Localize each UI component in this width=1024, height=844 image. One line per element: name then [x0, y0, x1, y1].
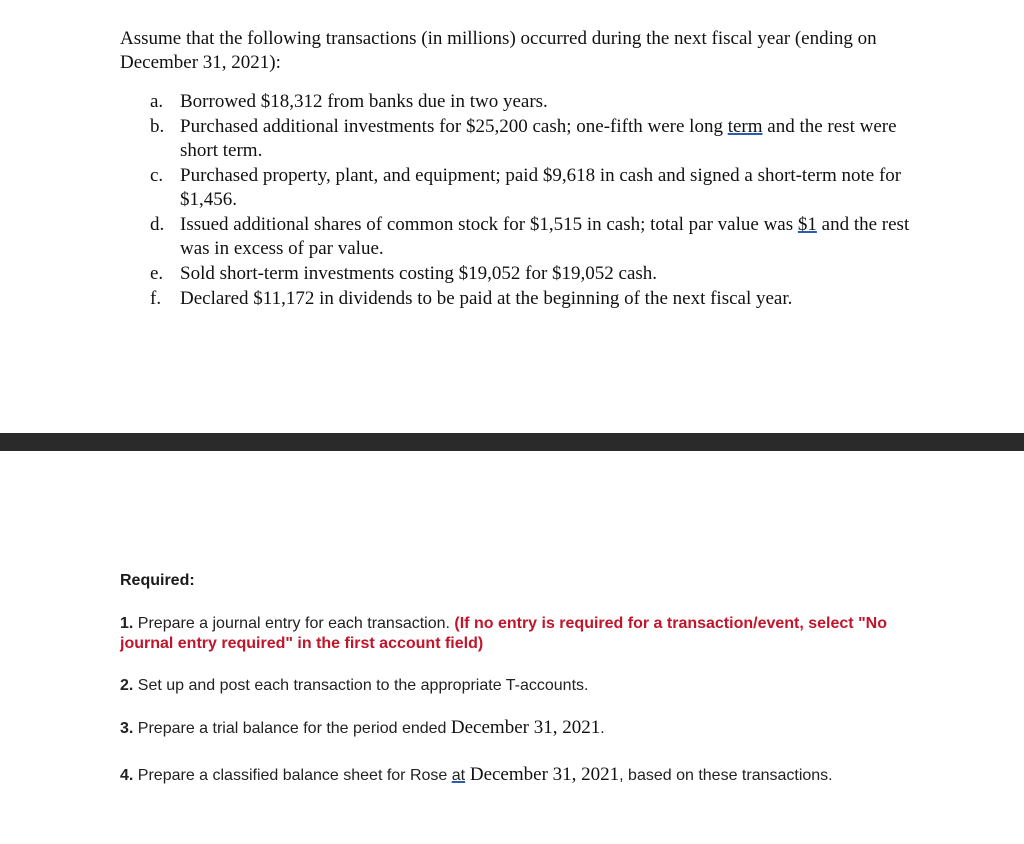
transaction-marker: f. [150, 288, 162, 309]
transaction-marker: a. [150, 91, 164, 112]
requirement-text: Prepare a journal entry for each transaction. [133, 615, 455, 632]
transaction-marker: c. [150, 165, 164, 186]
transaction-text: Declared $11,172 in dividends to be paid at the beginning of the next fiscal year. [180, 288, 793, 309]
requirement-number: 1. [120, 615, 134, 632]
transaction-text-cont: and the rest were short term. [180, 116, 897, 161]
requirement-4 [120, 765, 910, 786]
transaction-b [145, 115, 925, 163]
requirement-end: . [600, 720, 605, 737]
page-divider [0, 433, 1024, 451]
underlined-word: term [727, 116, 763, 137]
transaction-list [145, 90, 925, 312]
transaction-marker: e. [150, 263, 164, 284]
underlined-word: $1 [797, 214, 817, 235]
transaction-e [145, 262, 925, 286]
requirement-number: 3. [120, 720, 134, 737]
underlined-word: at [451, 767, 466, 784]
requirement-number: 4. [120, 767, 134, 784]
requirement-3 [120, 718, 910, 739]
transaction-marker: d. [150, 214, 165, 235]
intro-paragraph: Assume that the following transactions (in millions) occurred during the next fiscal year (ending on December 31, 2021): [120, 28, 877, 73]
requirement-text: Prepare a classified balance sheet for Rose [133, 767, 452, 784]
required-heading: Required: [120, 572, 195, 589]
requirement-1 [120, 614, 910, 654]
transaction-d [145, 213, 925, 261]
requirement-text: Set up and post each transaction to the appropriate T-accounts. [133, 677, 589, 694]
transaction-f [145, 287, 925, 311]
transaction-text: Purchased additional investments for $25,200 cash; one-fifth were long [180, 116, 728, 137]
transaction-text: Purchased property, plant, and equipment; paid $9,618 in cash and signed a short-term note for $1,456. [180, 165, 902, 210]
requirement-number: 2. [120, 677, 134, 694]
transaction-c [145, 164, 925, 212]
requirement-date: December 31, 2021 [450, 717, 601, 738]
transaction-text: Issued additional shares of common stock for $1,515 in cash; total par value was [180, 214, 798, 235]
requirement-end: , based on these transactions. [619, 767, 833, 784]
transaction-text-cont: and the rest was in excess of par value. [180, 214, 910, 259]
requirement-note: (If no entry is required for a transaction/event, select "No journal entry required" in the first account field) [120, 615, 887, 652]
transaction-a [145, 90, 925, 114]
transaction-text: Borrowed $18,312 from banks due in two years. [180, 91, 548, 112]
requirement-date: December 31, 2021 [465, 764, 620, 785]
requirement-text: Prepare a trial balance for the period ended [133, 720, 451, 737]
requirement-2 [120, 676, 910, 696]
transaction-text: Sold short-term investments costing $19,052 for $19,052 cash. [180, 263, 658, 284]
transaction-marker: b. [150, 116, 165, 137]
